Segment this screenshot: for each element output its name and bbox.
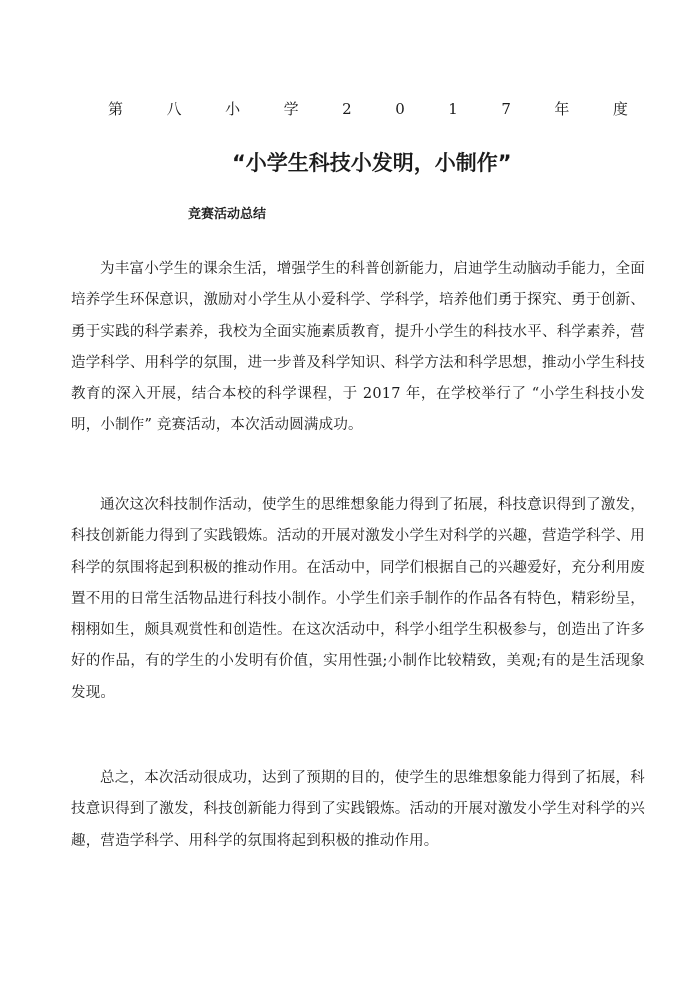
paragraph-results: 通次这次科技制作活动，使学生的思维想象能力得到了拓展，科技意识得到了激发，科技创新能力得到了实践锻炼。活动的开展对激发小学生对科学的兴趣，营造学科学、用科学的氛围将起到积极的推动作用。在活动中，同学们根据自己的兴趣爱好，充分利用废置不用的日常生活物品进行科技小制作。小学生们亲手制作的作品各有特色，精彩纷呈，栩栩如生，颇具观赏性和创造性。在这次活动中，科学小组学生积极参与，创造出了许多好的作品，有的学生的小发明有价值，实用性强;小制作比较精致，美观;有的是生活现象发现。 xyxy=(71,497,645,701)
heading-char: 年 xyxy=(554,100,570,118)
heading-char: 0 xyxy=(395,100,405,118)
heading-char: 学 xyxy=(283,100,299,118)
heading-char: 度 xyxy=(612,100,628,118)
page-subtitle: 竞赛活动总结 xyxy=(188,207,267,222)
paragraph-conclusion: 总之，本次活动很成功，达到了预期的目的，使学生的思维想象能力得到了拓展，科技意识得到了激发，科技创新能力得到了实践锻炼。活动的开展对激发小学生对科学的兴趣，营造学科学、用科学的氛围将起到积极的推动作用。 xyxy=(71,770,645,849)
heading-school-year xyxy=(108,98,628,120)
page-title: “小学生科技小发明，小制作” xyxy=(232,151,512,175)
heading-char: 小 xyxy=(225,100,241,118)
heading-char: 2 xyxy=(342,100,352,118)
heading-char: 1 xyxy=(448,100,458,118)
paragraph-intro: 为丰富小学生的课余生活，增强学生的科普创新能力，启迪学生动脑动手能力，全面培养学生环保意识，激励对小学生从小爱科学、学科学，培养他们勇于探究、勇于创新、勇于实践的科学素养，我校为全面实施素质教育，提升小学生的科技水平、科学素养，营造学科学、用科学的氛围，进一步普及科学知识、科学方法和科学思想，推动小学生科技教育的深入开展，结合本校的科学课程，于 2017 年，在学校举行了 “小学生科技小发明，小制作” 竞赛活动，本次活动圆满成功。 xyxy=(71,261,645,434)
heading-char: 7 xyxy=(501,100,511,118)
heading-char: 八 xyxy=(166,100,182,118)
heading-char: 第 xyxy=(108,100,124,118)
